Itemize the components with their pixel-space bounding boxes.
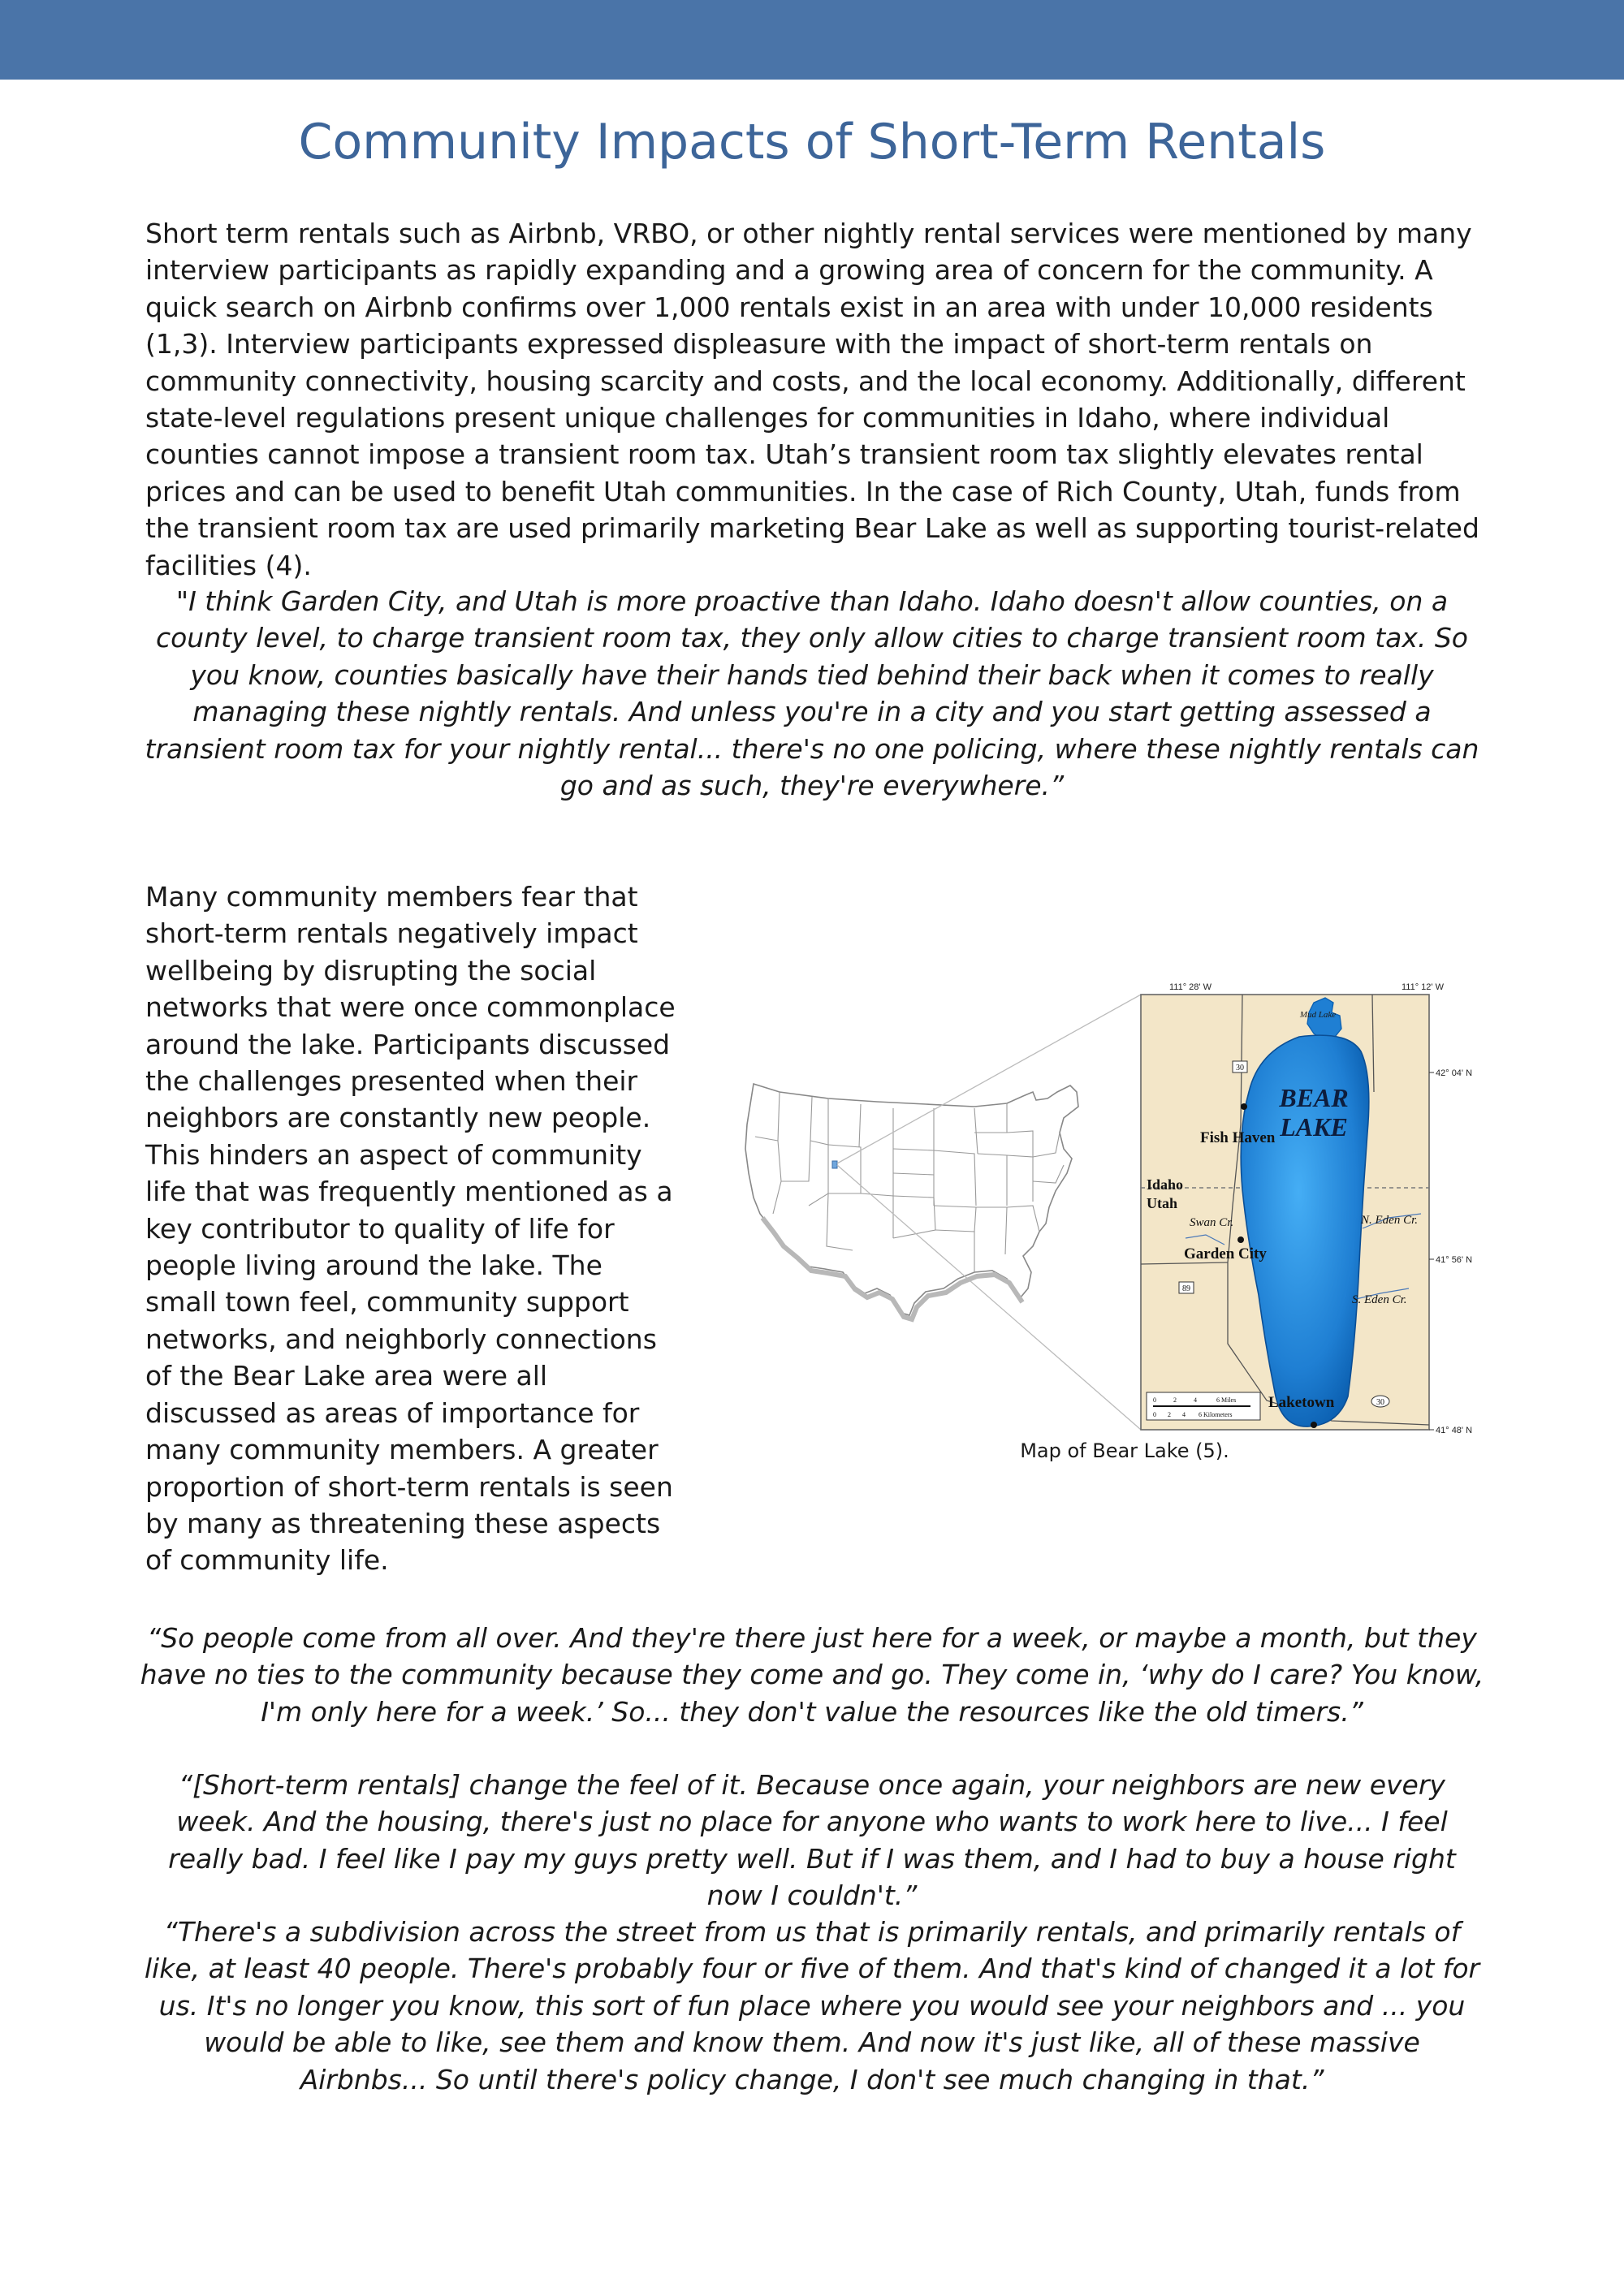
n-eden-creek-label: N. Eden Cr.: [1361, 1214, 1419, 1227]
utah-label: Utah: [1147, 1195, 1178, 1211]
lon-right-label: 111° 12' W: [1402, 982, 1444, 992]
svg-text:89: 89: [1182, 1284, 1190, 1293]
fish-haven-label: Fish Haven: [1200, 1129, 1276, 1146]
map-caption: Map of Bear Lake (5).: [1020, 1439, 1229, 1462]
svg-text:0: 0: [1153, 1396, 1156, 1404]
quote-block: “There's a subdivision across the street from us that is primarily rentals, and primarily rentals of like, at least 40 people. There's probably four or five of them. And that's kind of changed it a lot for us. It's no longer you know, this sort of fun place where you would see your neighbors and ... you would be able to like, see them and know them. And now it's just like, all of these massive Airbnbs... So until there's policy change, I don't see much changing in that.”: [144, 1916, 1480, 2095]
intro-paragraph: Short term rentals such as Airbnb, VRBO, or other nightly rental services were mentioned by many interview participants as rapidly expanding and a growing area of concern for the community. A quick search on Airbnb confirms over 1,000 rentals exist in an area with under 10,000 residents (1,3). Interview participants expressed displeasure with the impact of short-term rentals on community connectivity, housing scarcity and costs, and the local economy. Additionally, different state-level regulations present unique challenges for communities in Idaho, where individual counties cannot impose a transient room tax. Utah’s transient room tax slightly elevates rental prices and can be used to benefit Utah communities. In the case of Rich County, Utah, funds from the transient room tax are used primarily marketing Bear Lake as well as supporting tourist-related facilities (4).: [145, 218, 1479, 581]
scale-km-label: 6 Kilometers: [1199, 1411, 1233, 1418]
svg-text:30: 30: [1236, 1064, 1244, 1072]
quote-block: “[Short-term rentals] change the feel of it. Because once again, your neighbors are new every week. And the housing, there's just no place for anyone who wants to work here to live... I feel really bad. I feel like I pay my guys pretty well. But if I was them, and I had to buy a house right now I couldn't.”: [168, 1769, 1456, 1912]
lat-label-2: 41° 56' N: [1436, 1255, 1473, 1265]
lake-name-line1: BEAR: [1279, 1083, 1349, 1112]
s-eden-creek-label: S. Eden Cr.: [1352, 1293, 1407, 1306]
svg-text:4: 4: [1182, 1411, 1186, 1418]
garden-city-label: Garden City: [1184, 1245, 1267, 1262]
header-bar: [0, 0, 1624, 80]
quote-block: “So people come from all over. And they're there just here for a week, or maybe a month, but they have no ties to the community because they come and go. They come in, ‘why do I care? You know, I'm only here for a week.’ So... they don't value the resources like the old timers.”: [140, 1622, 1484, 1728]
us-map: [745, 1084, 1078, 1319]
svg-text:4: 4: [1194, 1396, 1197, 1404]
scale-bar: [1147, 1392, 1260, 1420]
lat-label-3: 41° 48' N: [1436, 1426, 1473, 1435]
idaho-label: Idaho: [1147, 1176, 1184, 1193]
laketown-label: Laketown: [1268, 1394, 1335, 1411]
svg-text:2: 2: [1173, 1396, 1177, 1404]
quote-block: "I think Garden City, and Utah is more proactive than Idaho. Idaho doesn't allow counties, on a county level, to charge transient room tax, they only allow cities to charge transient room tax. So you know, counties basically have their hands tied behind their back when it comes to really managing these nightly rentals. And unless you're in a city and you start getting assessed a transient room tax for your nightly rental... there's no one policing, where these nightly rentals can go and as such, they're everywhere.”: [145, 585, 1479, 802]
lon-left-label: 111° 28' W: [1169, 982, 1212, 992]
route-30-east-shield: [1371, 1396, 1389, 1407]
lake-name-line2: LAKE: [1280, 1112, 1348, 1142]
svg-text:0: 0: [1153, 1411, 1156, 1418]
route-30-shield: [1233, 1061, 1247, 1072]
bear-lake-inset: [1141, 995, 1429, 1430]
side-paragraph: Many community members fear that short-term rentals negatively impact wellbeing by disrupting the social networks that were once commonplace around the lake. Participants discussed the challenges presented when their neighbors are constantly new people. This hinders an aspect of community life that was frequently mentioned as a key contributor to quality of life for people living around the lake. The small town feel, community support networks, and neighborly connections of the Bear Lake area were all discussed as areas of importance for many community members. A greater proportion of short-term rentals is seen by many as threatening these aspects of community life.: [145, 881, 676, 1577]
bear-lake-map: [731, 970, 1494, 1449]
scale-miles-label: 6 Miles: [1216, 1396, 1237, 1404]
mud-lake-label: Mud Lake: [1299, 1010, 1337, 1020]
page-title: Community Impacts of Short-Term Rentals: [298, 114, 1326, 170]
svg-text:2: 2: [1168, 1411, 1171, 1418]
swan-creek-label: Swan Cr.: [1190, 1216, 1234, 1229]
svg-text:30: 30: [1376, 1398, 1384, 1407]
route-89-shield: [1179, 1282, 1194, 1293]
lat-label-1: 42° 04' N: [1436, 1068, 1473, 1078]
